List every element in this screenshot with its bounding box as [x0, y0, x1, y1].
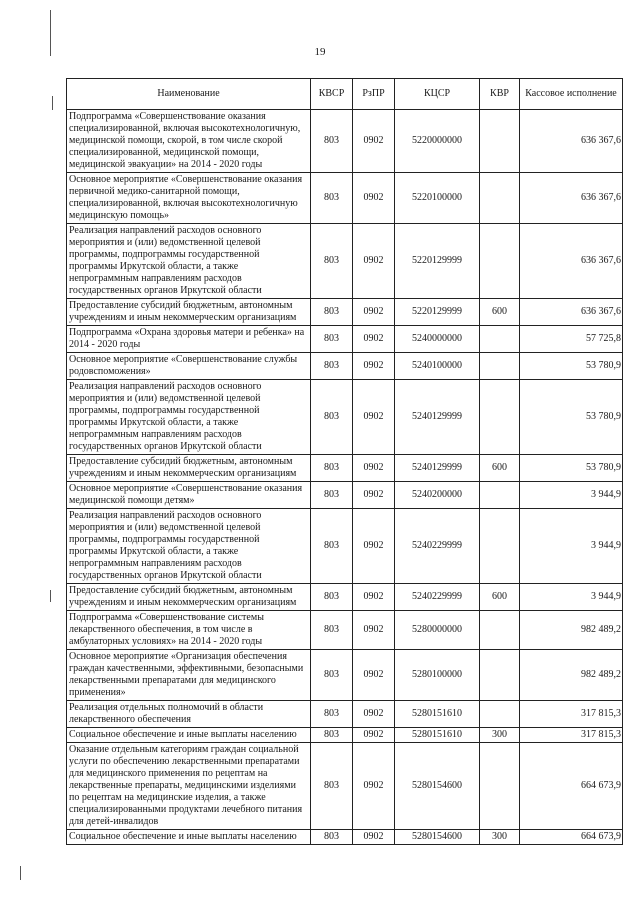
margin-mark: [20, 866, 21, 880]
cell-rzpr: 0902: [353, 380, 395, 455]
cell-kvr: [480, 509, 520, 584]
column-header-rzpr: РзПР: [353, 79, 395, 110]
cell-name: Предоставление субсидий бюджетным, автономным учреждениям и иным некоммерческим организациям: [67, 299, 311, 326]
margin-mark: [52, 96, 53, 110]
column-header-kcsr: КЦСР: [395, 79, 480, 110]
cell-name: Реализация отдельных полномочий в области лекарственного обеспечения: [67, 701, 311, 728]
cell-kvsr: 803: [311, 830, 353, 845]
cell-kvsr: 803: [311, 173, 353, 224]
table-body: [67, 110, 623, 845]
cell-rzpr: 0902: [353, 455, 395, 482]
table-row: [67, 584, 623, 611]
table-row: [67, 611, 623, 650]
cell-kcsr: 5280000000: [395, 611, 480, 650]
cell-kvsr: 803: [311, 650, 353, 701]
cell-kvr: 600: [480, 455, 520, 482]
cell-kvr: [480, 701, 520, 728]
cell-name: Основное мероприятие «Организация обеспечения граждан качественными, эффективными, безопасными лекарственными препаратами для медицинского применения»: [67, 650, 311, 701]
cell-kvr: 300: [480, 728, 520, 743]
cell-rzpr: 0902: [353, 173, 395, 224]
cell-kvsr: 803: [311, 353, 353, 380]
cell-kvr: [480, 650, 520, 701]
table-row: [67, 173, 623, 224]
cell-kvr: 300: [480, 830, 520, 845]
cell-name: Основное мероприятие «Совершенствование службы родовспоможения»: [67, 353, 311, 380]
cell-kvsr: 803: [311, 455, 353, 482]
cell-amount: 53 780,9: [520, 380, 623, 455]
table-row: [67, 701, 623, 728]
cell-rzpr: 0902: [353, 611, 395, 650]
table-row: [67, 509, 623, 584]
cell-name: Социальное обеспечение и иные выплаты населению: [67, 728, 311, 743]
column-header-name: Наименование: [67, 79, 311, 110]
cell-kcsr: 5220129999: [395, 224, 480, 299]
cell-kcsr: 5220100000: [395, 173, 480, 224]
cell-kvsr: 803: [311, 482, 353, 509]
cell-kvsr: 803: [311, 611, 353, 650]
cell-kvr: [480, 224, 520, 299]
table-row: [67, 326, 623, 353]
cell-rzpr: 0902: [353, 299, 395, 326]
cell-kvsr: 803: [311, 224, 353, 299]
cell-amount: 57 725,8: [520, 326, 623, 353]
cell-kcsr: 5220129999: [395, 299, 480, 326]
cell-kcsr: 5280154600: [395, 830, 480, 845]
table-row: [67, 743, 623, 830]
table-row: [67, 380, 623, 455]
cell-rzpr: 0902: [353, 110, 395, 173]
cell-amount: 3 944,9: [520, 584, 623, 611]
cell-rzpr: 0902: [353, 701, 395, 728]
cell-name: Реализация направлений расходов основного мероприятия и (или) ведомственной целевой программы, подпрограммы государственной программы Иркутской области, а также непрограммным направлениям расходов государственных органов Иркутской области: [67, 509, 311, 584]
cell-kvr: [480, 611, 520, 650]
cell-kvr: [480, 173, 520, 224]
cell-amount: 317 815,3: [520, 701, 623, 728]
cell-kcsr: 5240229999: [395, 584, 480, 611]
cell-rzpr: 0902: [353, 224, 395, 299]
table-row: [67, 830, 623, 845]
cell-name: Подпрограмма «Совершенствование оказания специализированной, включая высокотехнологичную, медицинской помощи, скорой, в том числе скорой специализированной, медицинской помощи, медицинской эвакуации» на 2014 - 2020 годы: [67, 110, 311, 173]
cell-kcsr: 5280100000: [395, 650, 480, 701]
cell-kvr: [480, 743, 520, 830]
cell-name: Социальное обеспечение и иные выплаты населению: [67, 830, 311, 845]
cell-kvr: 600: [480, 299, 520, 326]
cell-amount: 636 367,6: [520, 224, 623, 299]
table-header-row: [67, 79, 623, 110]
cell-kvsr: 803: [311, 701, 353, 728]
cell-amount: 53 780,9: [520, 455, 623, 482]
cell-kcsr: 5240200000: [395, 482, 480, 509]
page-number: 19: [314, 46, 326, 58]
cell-name: Реализация направлений расходов основного мероприятия и (или) ведомственной целевой программы, подпрограммы государственной программы Иркутской области, а также непрограммным направлениям расходов государственных органов Иркутской области: [67, 224, 311, 299]
column-header-kvsr: КВСР: [311, 79, 353, 110]
cell-name: Основное мероприятие «Совершенствование оказания медицинской помощи детям»: [67, 482, 311, 509]
cell-amount: 3 944,9: [520, 509, 623, 584]
cell-name: Подпрограмма «Охрана здоровья матери и ребенка» на 2014 - 2020 годы: [67, 326, 311, 353]
cell-kcsr: 5240000000: [395, 326, 480, 353]
cell-kvr: [480, 353, 520, 380]
cell-name: Предоставление субсидий бюджетным, автономным учреждениям и иным некоммерческим организациям: [67, 455, 311, 482]
cell-rzpr: 0902: [353, 743, 395, 830]
margin-mark: [50, 590, 51, 602]
table-row: [67, 728, 623, 743]
cell-kvsr: 803: [311, 743, 353, 830]
cell-kcsr: 5240100000: [395, 353, 480, 380]
cell-amount: 982 489,2: [520, 611, 623, 650]
cell-kvsr: 803: [311, 299, 353, 326]
cell-amount: 982 489,2: [520, 650, 623, 701]
cell-amount: 636 367,6: [520, 110, 623, 173]
cell-name: Подпрограмма «Совершенствование системы лекарственного обеспечения, в том числе в амбулаторных условиях» на 2014 - 2020 годы: [67, 611, 311, 650]
cell-amount: 664 673,9: [520, 743, 623, 830]
table-row: [67, 299, 623, 326]
cell-amount: 317 815,3: [520, 728, 623, 743]
cell-kvr: 600: [480, 584, 520, 611]
cell-kvsr: 803: [311, 110, 353, 173]
cell-kvsr: 803: [311, 728, 353, 743]
cell-amount: 636 367,6: [520, 173, 623, 224]
cell-kvr: [480, 326, 520, 353]
column-header-amount: Кассовое исполнение: [520, 79, 623, 110]
table-row: [67, 224, 623, 299]
cell-rzpr: 0902: [353, 728, 395, 743]
cell-kvr: [480, 380, 520, 455]
column-header-kvr: КВР: [480, 79, 520, 110]
budget-table: [66, 78, 623, 845]
table-row: [67, 455, 623, 482]
cell-name: Предоставление субсидий бюджетным, автономным учреждениям и иным некоммерческим организациям: [67, 584, 311, 611]
cell-rzpr: 0902: [353, 584, 395, 611]
cell-kvr: [480, 110, 520, 173]
cell-kcsr: 5280151610: [395, 701, 480, 728]
cell-amount: 53 780,9: [520, 353, 623, 380]
cell-name: Основное мероприятие «Совершенствование оказания первичной медико-санитарной помощи, специализированной, включая высокотехнологичную медицинскую помощь»: [67, 173, 311, 224]
cell-kcsr: 5240129999: [395, 455, 480, 482]
cell-rzpr: 0902: [353, 326, 395, 353]
cell-name: Реализация направлений расходов основного мероприятия и (или) ведомственной целевой программы, подпрограммы государственной программы Иркутской области, а также непрограммным направлениям расходов государственных органов Иркутской области: [67, 380, 311, 455]
cell-kcsr: 5280154600: [395, 743, 480, 830]
cell-rzpr: 0902: [353, 509, 395, 584]
cell-kvr: [480, 482, 520, 509]
cell-rzpr: 0902: [353, 482, 395, 509]
cell-rzpr: 0902: [353, 353, 395, 380]
table-row: [67, 482, 623, 509]
cell-amount: 664 673,9: [520, 830, 623, 845]
table-row: [67, 110, 623, 173]
cell-kcsr: 5220000000: [395, 110, 480, 173]
cell-kcsr: 5240129999: [395, 380, 480, 455]
cell-kvsr: 803: [311, 326, 353, 353]
cell-kvsr: 803: [311, 584, 353, 611]
table-row: [67, 650, 623, 701]
cell-kvsr: 803: [311, 509, 353, 584]
table-row: [67, 353, 623, 380]
cell-rzpr: 0902: [353, 650, 395, 701]
cell-amount: 636 367,6: [520, 299, 623, 326]
cell-rzpr: 0902: [353, 830, 395, 845]
cell-kvsr: 803: [311, 380, 353, 455]
cell-kcsr: 5280151610: [395, 728, 480, 743]
cell-kcsr: 5240229999: [395, 509, 480, 584]
cell-name: Оказание отдельным категориям граждан социальной услуги по обеспечению лекарственными препаратами для медицинского применения по рецептам на лекарственные препараты, медицинскими изделиями по рецептам на медицинские изделия, а также специализированными продуктами лечебного питания для детей-инвалидов: [67, 743, 311, 830]
cell-amount: 3 944,9: [520, 482, 623, 509]
